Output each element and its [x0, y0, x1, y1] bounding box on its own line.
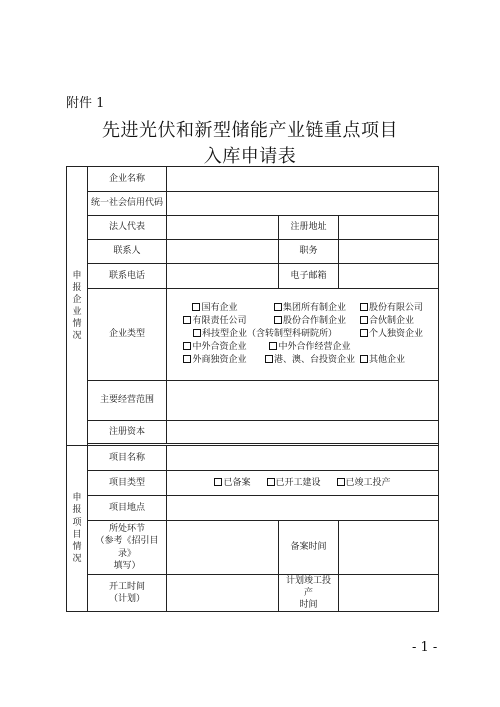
- attachment-label: 附件 1: [66, 96, 105, 111]
- business-scope-field[interactable]: [167, 381, 439, 421]
- project-name-field[interactable]: [167, 446, 439, 471]
- start-time-field[interactable]: [167, 575, 279, 612]
- checkbox-icon: [360, 355, 368, 363]
- business-scope-label: 主要经营范围: [88, 381, 167, 421]
- contact-person-field[interactable]: [167, 240, 279, 264]
- page-number: - 1 -: [412, 640, 438, 655]
- checkbox-icon: [267, 478, 275, 486]
- row-company-type: [67, 289, 439, 381]
- filing-time-field[interactable]: [339, 521, 439, 575]
- phone-field[interactable]: [167, 264, 279, 289]
- option-wholly-foreign-owned[interactable]: 外商独资企业: [170, 354, 260, 366]
- checkbox-icon: [269, 342, 277, 350]
- filing-time-label: 备案时间: [279, 521, 339, 575]
- option-other[interactable]: 其他企业: [360, 354, 405, 366]
- row-project-name: [67, 446, 439, 471]
- row-schedule: [67, 575, 439, 612]
- form-subtitle: 入库申请表: [203, 146, 297, 167]
- row-company-name: [67, 167, 439, 192]
- option-hk-macao-taiwan[interactable]: 港、澳、台投资企业: [260, 354, 360, 366]
- email-field[interactable]: [339, 264, 439, 289]
- checkbox-icon: [183, 355, 191, 363]
- checkbox-icon: [337, 478, 345, 486]
- option-partnership[interactable]: 合伙制企业: [360, 315, 414, 327]
- position-label: 职务: [279, 240, 339, 264]
- reg-capital-label: 注册资本: [88, 421, 167, 444]
- row-credit-code: [67, 192, 439, 216]
- option-state-owned[interactable]: 国有企业: [170, 302, 260, 314]
- form-title: 先进光伏和新型储能产业链重点项目: [102, 120, 398, 141]
- start-time-label: 开工时间 （计划）: [88, 575, 167, 612]
- project-name-label: 项目名称: [88, 446, 167, 471]
- checkbox-icon: [193, 329, 201, 337]
- application-form-table: [66, 166, 439, 612]
- legal-rep-field[interactable]: [167, 216, 279, 240]
- checkbox-icon: [360, 329, 368, 337]
- reg-address-label: 注册地址: [279, 216, 339, 240]
- email-label: 电子邮箱: [279, 264, 339, 289]
- option-filed[interactable]: 已备案: [214, 477, 250, 489]
- row-business-scope: [67, 381, 439, 421]
- checkbox-icon: [274, 316, 282, 324]
- checkbox-icon: [192, 303, 200, 311]
- row-phone: [67, 264, 439, 289]
- option-joint-stock-limited[interactable]: 股份有限公司: [360, 302, 423, 314]
- reg-address-field[interactable]: [339, 216, 439, 240]
- company-type-options: [167, 289, 439, 381]
- checkbox-icon: [183, 342, 191, 350]
- company-name-field[interactable]: [167, 167, 439, 192]
- position-field[interactable]: [339, 240, 439, 264]
- chain-link-field[interactable]: [167, 521, 279, 575]
- checkbox-icon: [214, 478, 222, 486]
- contact-person-label: 联系人: [88, 240, 167, 264]
- row-legal-rep: [67, 216, 439, 240]
- chain-link-label: 所处环节 （参考《招引目录》 填写）: [88, 521, 167, 575]
- option-under-construction[interactable]: 已开工建设: [267, 477, 321, 489]
- completion-time-label: 计划竣工投产 时间: [279, 575, 339, 612]
- checkbox-icon: [274, 303, 282, 311]
- checkbox-icon: [265, 355, 273, 363]
- credit-code-label: 统一社会信用代码: [88, 192, 167, 216]
- row-project-location: [67, 496, 439, 521]
- checkbox-icon: [183, 316, 191, 324]
- option-limited-liability[interactable]: 有限责任公司: [170, 315, 260, 327]
- checkbox-icon: [360, 303, 368, 311]
- completion-time-field[interactable]: [339, 575, 439, 612]
- option-sino-foreign-joint-venture[interactable]: 中外合资企业: [170, 341, 260, 353]
- checkbox-icon: [360, 316, 368, 324]
- row-contact: [67, 240, 439, 264]
- credit-code-field[interactable]: [167, 192, 439, 216]
- row-reg-capital: [67, 421, 439, 444]
- option-collective[interactable]: 集团所有制企业: [260, 302, 360, 314]
- company-type-label: 企业类型: [88, 289, 167, 381]
- project-location-field[interactable]: [167, 496, 439, 521]
- project-type-options: [167, 471, 439, 496]
- option-sino-foreign-cooperative[interactable]: 中外合作经营企业: [260, 341, 360, 353]
- option-sole-proprietorship[interactable]: 个人独资企业: [360, 328, 423, 340]
- option-completed[interactable]: 已竣工投产: [337, 477, 391, 489]
- option-tech-enterprise[interactable]: 科技型企业（含转制型科研院所）: [170, 328, 360, 340]
- row-chain-link: [67, 521, 439, 575]
- section-company-label: 申报企业情况: [67, 167, 88, 446]
- phone-label: 联系电话: [88, 264, 167, 289]
- project-location-label: 项目地点: [88, 496, 167, 521]
- company-name-label: 企业名称: [88, 167, 167, 192]
- legal-rep-label: 法人代表: [88, 216, 167, 240]
- section-project-label: 申报项目情况: [67, 446, 88, 612]
- option-joint-stock-cooperative[interactable]: 股份合作制企业: [260, 315, 360, 327]
- row-project-type: [67, 471, 439, 496]
- reg-capital-field[interactable]: [167, 421, 439, 444]
- project-type-label: 项目类型: [88, 471, 167, 496]
